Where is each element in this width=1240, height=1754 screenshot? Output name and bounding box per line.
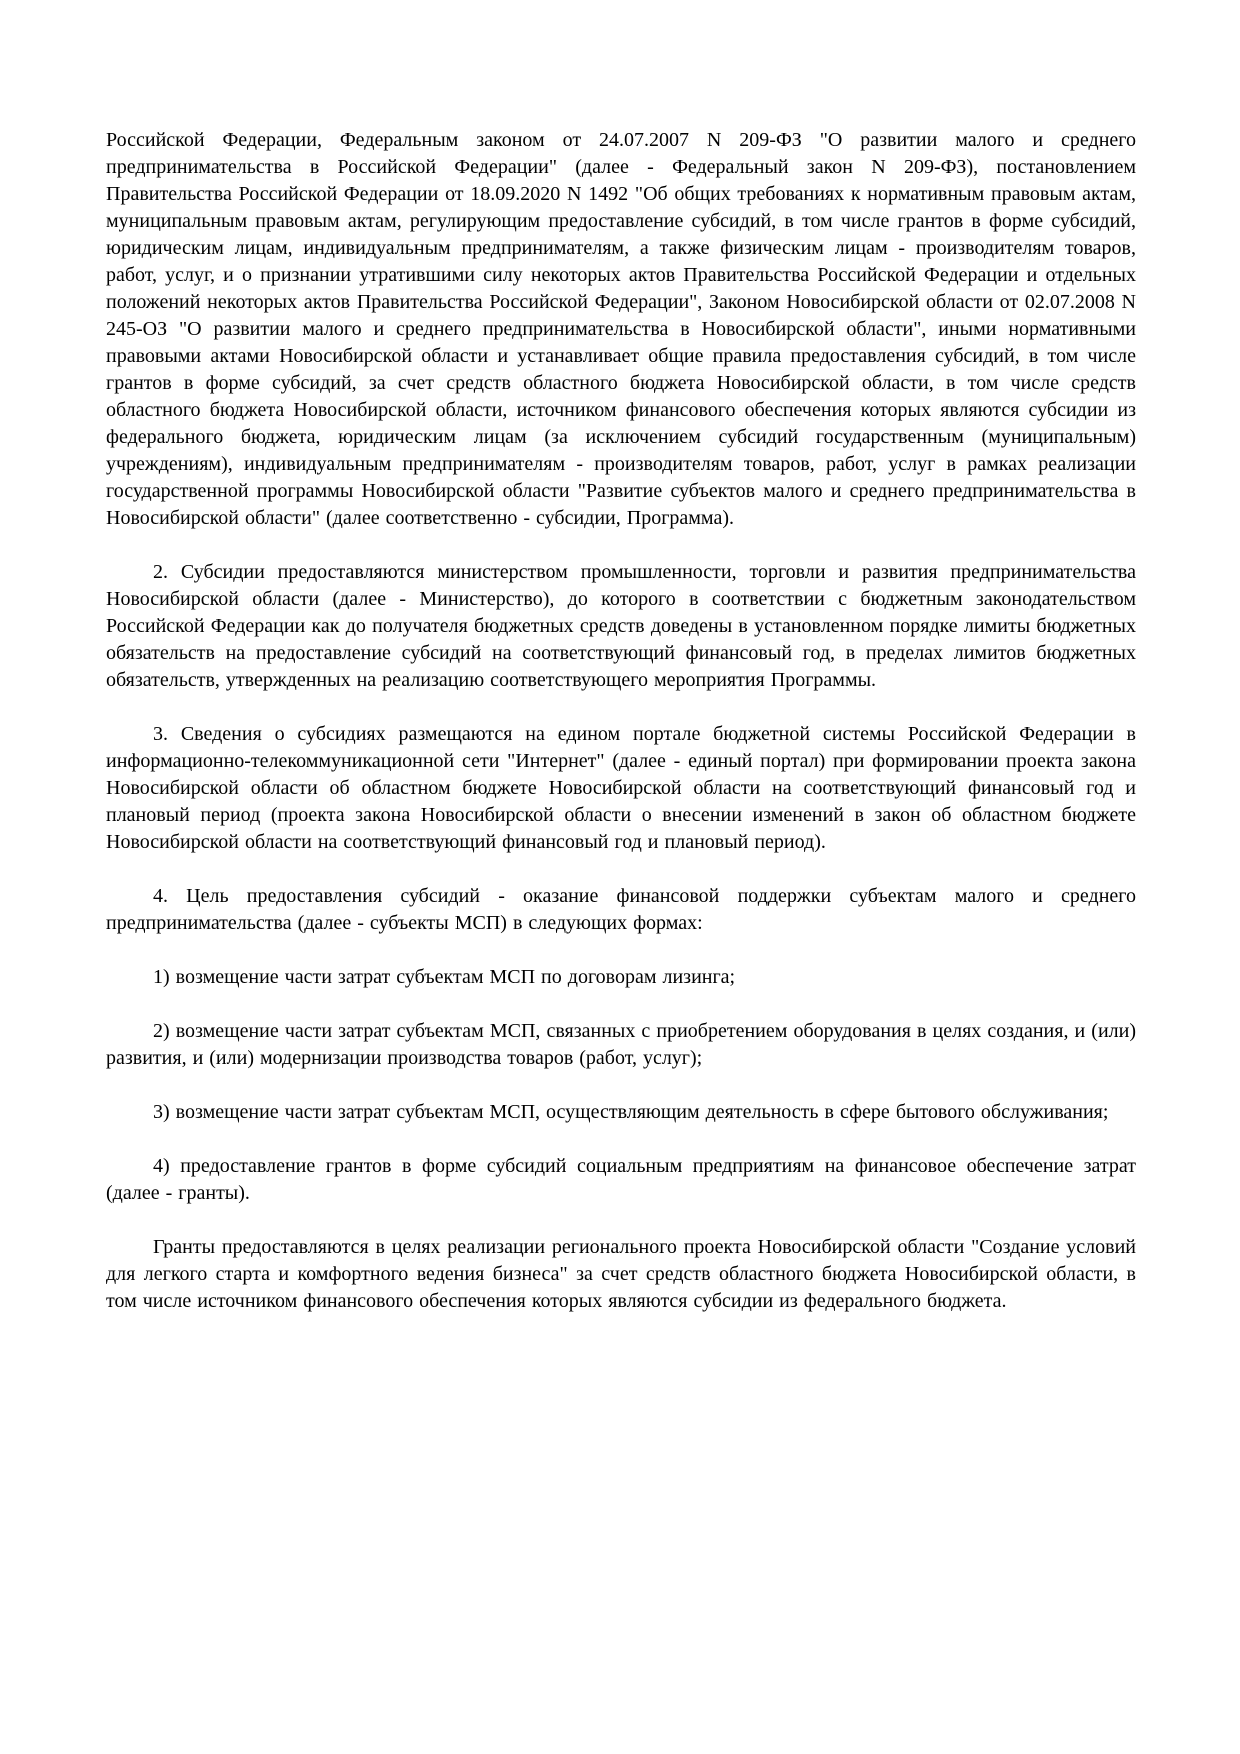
paragraph-continuation: Российской Федерации, Федеральным законом от 24.07.2007 N 209-ФЗ "О развитии малого и среднего предпринимательства в Российской Федерации" (далее - Федеральный закон N 209-ФЗ), постановлением Правительства Российской Федерации от 18.09.2020 N 1492 "Об общих требованиях к нормативным правовым актам, муниципальным правовым актам, регулирующим предоставление субсидий, в том числе грантов в форме субсидий, юридическим лицам, индивидуальным предпринимателям, а также физическим лицам - производителям товаров, работ, услуг, и о признании утратившими силу некоторых актов Правительства Российской Федерации и отдельных положений некоторых актов Правительства Российской Федерации", Законом Новосибирской области от 02.07.2008 N 245-ОЗ "О развитии малого и среднего предпринимательства в Новосибирской области", иными нормативными правовыми актами Новосибирской области и устанавливает общие правила предоставления субсидий, в том числе грантов в форме субсидий, за счет средств областного бюджета Новосибирской области, в том числе средств областного бюджета Новосибирской области, источником финансового обеспечения которых являются субсидии из федерального бюджета, юридическим лицам (за исключением субсидий государственным (муниципальным) учреждениям), индивидуальным предпринимателям - производителям товаров, работ, услуг в рамках реализации государственной программы Новосибирской области "Развитие субъектов малого и среднего предпринимательства в Новосибирской области" (далее соответственно - субсидии, Программа). [106, 129, 1136, 529]
paragraph-clause-2: 2. Субсидии предоставляются министерством промышленности, торговли и развития предпринимательства Новосибирской области (далее - Министерство), до которого в соответствии с бюджетным законодательством Российской Федерации как до получателя бюджетных средств доведены в установленном порядке лимиты бюджетных обязательств на предоставление субсидий на соответствующий финансовый год, в пределах лимитов бюджетных обязательств, утвержденных на реализацию соответствующего мероприятия Программы. [106, 561, 1136, 691]
paragraph-subitem-4: 4) предоставление грантов в форме субсидий социальным предприятиям на финансовое обеспечение затрат (далее - гранты). [106, 1155, 1136, 1204]
paragraph-clause-3: 3. Сведения о субсидиях размещаются на едином портале бюджетной системы Российской Федерации в информационно-телекоммуникационной сети "Интернет" (далее - единый портал) при формировании проекта закона Новосибирской области об областном бюджете Новосибирской области на соответствующий финансовый год и плановый период (проекта закона Новосибирской области о внесении изменений в закон об областном бюджете Новосибирской области на соответствующий финансовый год и плановый период). [106, 723, 1136, 853]
paragraph-subitem-3: 3) возмещение части затрат субъектам МСП, осуществляющим деятельность в сфере бытового обслуживания; [153, 1101, 1109, 1123]
paragraph-grants: Гранты предоставляются в целях реализации регионального проекта Новосибирской области "Создание условий для легкого старта и комфортного ведения бизнеса" за счет средств областного бюджета Новосибирской области, в том числе источником финансового обеспечения которых являются субсидии из федерального бюджета. [106, 1236, 1136, 1312]
paragraph-subitem-1: 1) возмещение части затрат субъектам МСП по договорам лизинга; [153, 966, 736, 988]
paragraph-clause-4: 4. Цель предоставления субсидий - оказание финансовой поддержки субъектам малого и среднего предпринимательства (далее - субъекты МСП) в следующих формах: [106, 885, 1136, 934]
paragraph-subitem-2: 2) возмещение части затрат субъектам МСП, связанных с приобретением оборудования в целях создания, и (или) развития, и (или) модернизации производства товаров (работ, услуг); [106, 1020, 1136, 1069]
